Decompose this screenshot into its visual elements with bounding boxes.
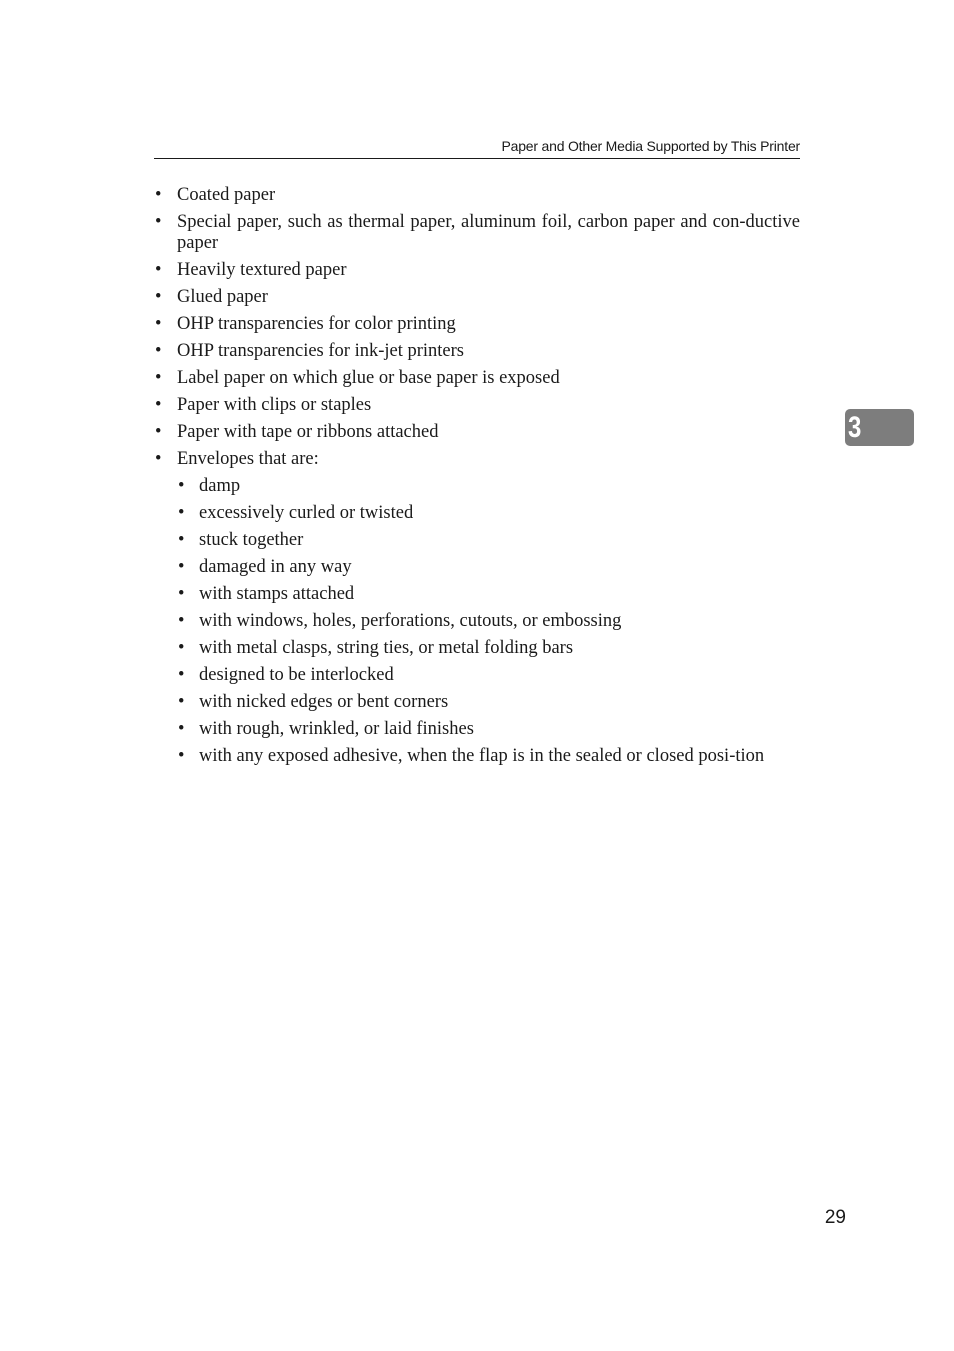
list-item (154, 185, 800, 206)
list-item-text: with windows, holes, perforations, cutouts, or embossing (199, 610, 622, 631)
sub-list-item (154, 557, 800, 578)
list-item-text: excessively curled or twisted (199, 502, 414, 523)
running-header (154, 138, 800, 159)
list-item-text: designed to be interlocked (199, 664, 394, 685)
bullet-icon: • (178, 745, 185, 766)
bullet-icon: • (155, 340, 162, 361)
list-item-text: with any exposed adhesive, when the flap is in the sealed or closed posi-tion (199, 745, 765, 766)
page-content (154, 185, 800, 773)
list-item-text: Envelopes that are: (177, 448, 319, 469)
sub-list-item (154, 719, 800, 740)
bullet-icon: • (178, 637, 185, 658)
list-item-text: with rough, wrinkled, or laid finishes (199, 718, 474, 739)
list-item-text: OHP transparencies for ink-jet printers (177, 340, 465, 361)
list-item (154, 449, 800, 470)
page-number: 29 (824, 1207, 846, 1228)
list-item (154, 287, 800, 308)
sub-list-item (154, 611, 800, 632)
bullet-icon: • (155, 212, 162, 232)
list-item-text: Heavily textured paper (177, 259, 347, 280)
running-title: Paper and Other Media Supported by This Printer (501, 138, 800, 154)
list-item (154, 260, 800, 281)
list-item-text: Paper with clips or staples (177, 394, 372, 415)
sub-list-item (154, 638, 800, 659)
bullet-icon: • (178, 475, 185, 496)
chapter-number: 3 (848, 411, 862, 444)
list-item-text: Label paper on which glue or base paper is exposed (177, 367, 560, 388)
list-item (154, 212, 800, 253)
bullet-icon: • (155, 394, 162, 415)
sub-list-item (154, 665, 800, 686)
bullet-icon: • (178, 664, 185, 685)
list-item (154, 368, 800, 389)
list-item-text: Coated paper (177, 185, 276, 205)
bullet-icon: • (155, 367, 162, 388)
list-item-text: OHP transparencies for color printing (177, 313, 456, 334)
bullet-icon: • (155, 313, 162, 334)
list-item (154, 422, 800, 443)
list-item-text: damaged in any way (199, 556, 352, 577)
list-item (154, 395, 800, 416)
bullet-icon: • (178, 583, 185, 604)
list-item-text: Special paper, such as thermal paper, aluminum foil, carbon paper and con-ductive paper (177, 212, 800, 253)
list-item (154, 341, 800, 362)
list-item-text: stuck together (199, 529, 304, 550)
bullet-icon: • (155, 185, 162, 205)
unsupported-media-list (154, 185, 800, 766)
sub-list-item (154, 530, 800, 551)
list-item-text: with metal clasps, string ties, or metal folding bars (199, 637, 574, 658)
bullet-icon: • (178, 556, 185, 577)
bullet-icon: • (178, 529, 185, 550)
list-item-text: with nicked edges or bent corners (199, 691, 449, 712)
bullet-icon: • (155, 259, 162, 280)
bullet-icon: • (155, 448, 162, 469)
bullet-icon: • (155, 286, 162, 307)
bullet-icon: • (155, 421, 162, 442)
chapter-tab (845, 409, 914, 446)
list-item-text: damp (199, 475, 241, 496)
bullet-icon: • (178, 502, 185, 523)
list-item-text: Glued paper (177, 286, 268, 307)
bullet-icon: • (178, 691, 185, 712)
bullet-icon: • (178, 610, 185, 631)
sub-list-item (154, 746, 800, 767)
bullet-icon: • (178, 718, 185, 739)
sub-list-item (154, 476, 800, 497)
list-item (154, 314, 800, 335)
sub-list-item (154, 584, 800, 605)
list-item-text: with stamps attached (199, 583, 355, 604)
sub-list-item (154, 692, 800, 713)
sub-list-item (154, 503, 800, 524)
list-item-text: Paper with tape or ribbons attached (177, 421, 439, 442)
